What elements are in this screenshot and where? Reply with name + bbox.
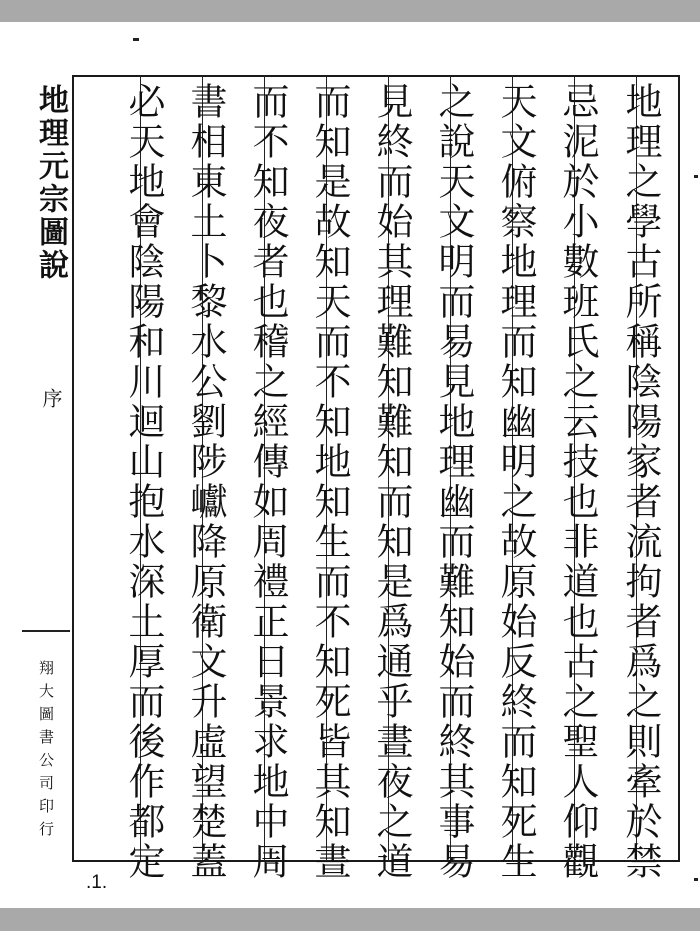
top-scan-border [0,0,700,22]
text-column: 天文俯察地理而知幽明之故原始反終而知死生 [494,82,537,882]
publisher-imprint: 翔大圖書公司印行 [37,660,55,844]
text-column: 必天地會陰陽和川迴山抱水深土厚而後作都定 [122,82,165,882]
scan-mark [133,38,139,41]
section-label: 序 [39,388,63,408]
scan-mark [694,878,698,881]
margin-divider [22,630,70,632]
text-columns [90,82,662,882]
text-column: 地理之學古所稱陰陽家者流拘者爲之則牽於禁 [619,82,662,882]
text-column: 之說天文明而易見地理幽而難知始而終其事易 [432,82,475,882]
text-column: 書相東土卜黎水公劉陟巘降原衛文升虛望楚蓋 [184,82,227,882]
text-column: 而知是故知天而不知地知生而不知死皆其知晝 [308,82,351,882]
text-column: 忌泥於小數班氏之云技也非道也古之聖人仰觀 [556,82,599,882]
text-column: 見終而始其理難知難知而知是爲通乎晝夜之道 [370,82,413,882]
book-title: 地理元宗圖說 [33,84,68,282]
page-number: .1. [86,872,108,893]
scan-mark [694,175,698,178]
bottom-scan-border [0,908,700,931]
text-column: 而不知夜者也稽之經傳如周禮正日景求地中周 [246,82,289,882]
